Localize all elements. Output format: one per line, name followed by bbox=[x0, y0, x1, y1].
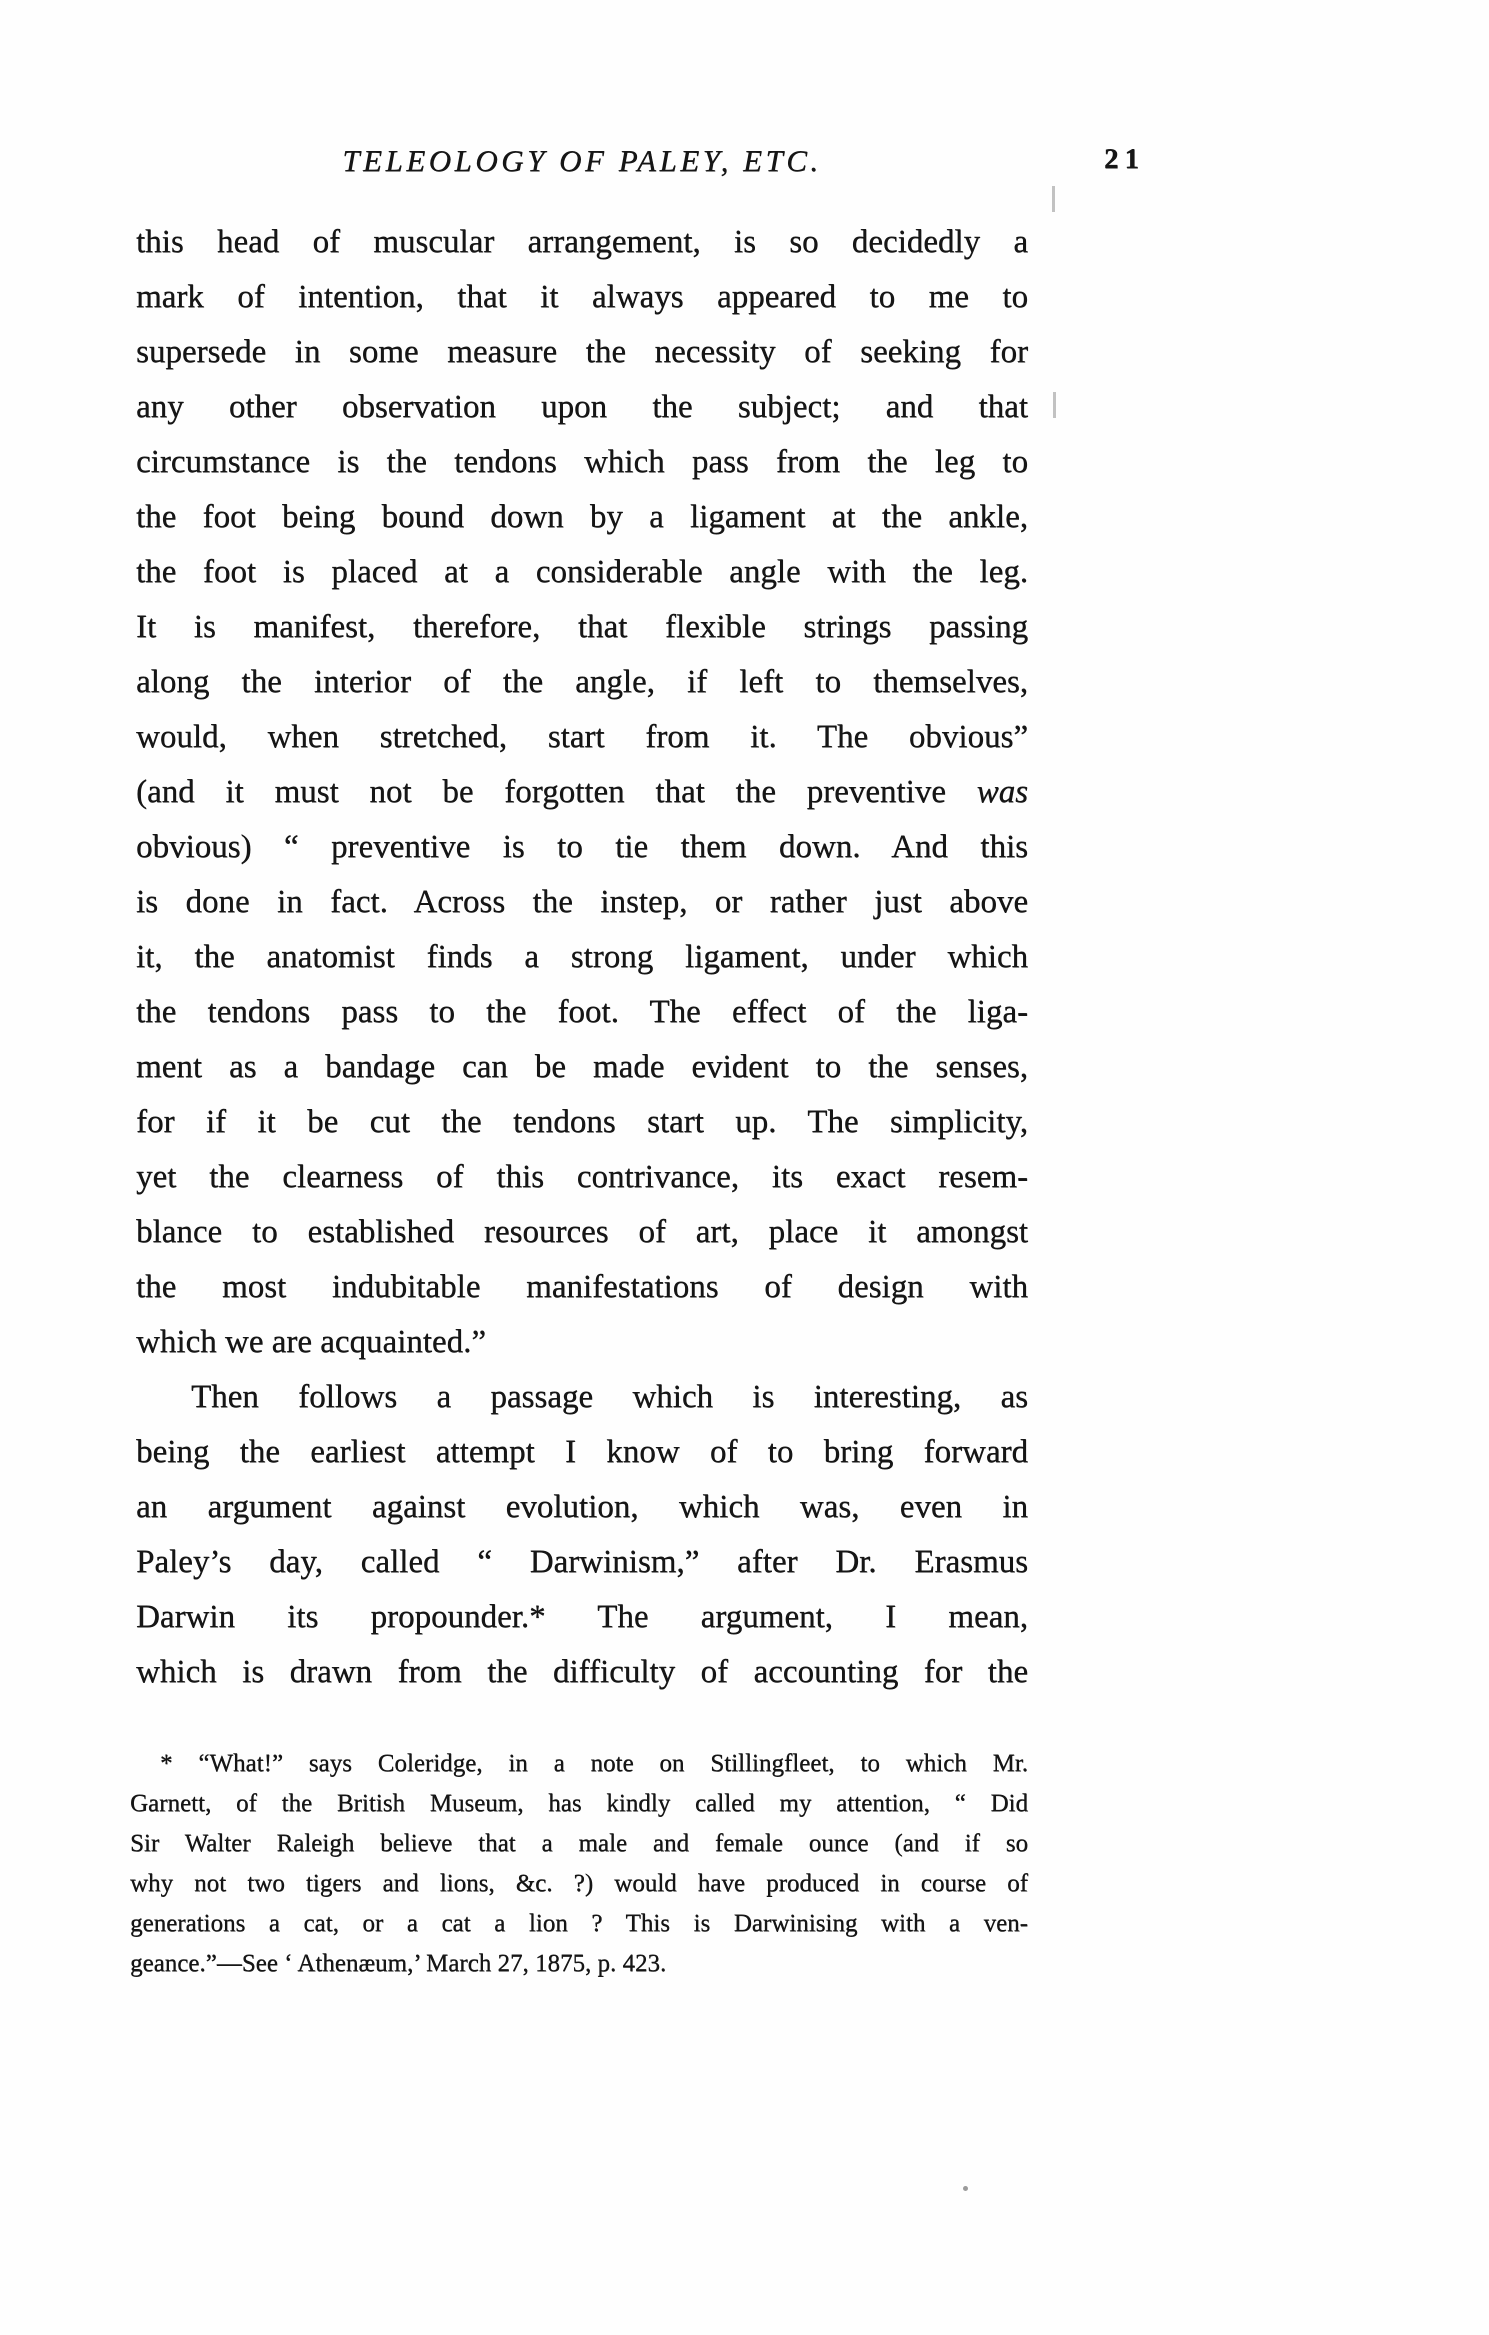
footnote-line: generations a cat, or a cat a lion ? This is Darwinising with a ven- bbox=[130, 1910, 1028, 1937]
body-text-line: an argument against evolution, which was, even in bbox=[136, 1489, 1028, 1525]
body-text-line: being the earliest attempt I know of to bring forward bbox=[136, 1434, 1028, 1470]
scan-artifact-dot bbox=[963, 2186, 968, 2191]
page-number: 21 bbox=[1104, 143, 1145, 175]
body-text-line: blance to established resources of art, place it amongst bbox=[136, 1214, 1028, 1250]
body-text-line: mark of intention, that it always appeared to me to bbox=[136, 279, 1028, 315]
footnote-line: * “What!” says Coleridge, in a note on Stillingfleet, to which Mr. bbox=[160, 1750, 1028, 1777]
body-text-line: would, when stretched, start from it. The obvious” bbox=[136, 719, 1028, 755]
running-header bbox=[136, 143, 1028, 179]
body-text-line: the tendons pass to the foot. The effect of the liga- bbox=[136, 994, 1028, 1030]
body-text-line: it, the anatomist finds a strong ligament, under which bbox=[136, 939, 1028, 975]
body-text-line: yet the clearness of this contrivance, its exact resem- bbox=[136, 1159, 1028, 1195]
body-text-line: is done in fact. Across the instep, or rather just above bbox=[136, 884, 1028, 920]
body-text-line: Paley’s day, called “ Darwinism,” after Dr. Erasmus bbox=[136, 1544, 1028, 1580]
body-text-line: which we are acquainted.” bbox=[136, 1324, 486, 1360]
body-text-line: Darwin its propounder.* The argument, I mean, bbox=[136, 1599, 1028, 1635]
body-text-line: the most indubitable manifestations of design with bbox=[136, 1269, 1028, 1305]
scan-artifact-mark bbox=[1053, 392, 1056, 418]
footnote-line: Sir Walter Raleigh believe that a male and female ounce (and if so bbox=[130, 1830, 1028, 1857]
body-text-line: circumstance is the tendons which pass from the leg to bbox=[136, 444, 1028, 480]
body-text-line: Then follows a passage which is interesting, as bbox=[191, 1379, 1028, 1415]
body-text-line: the foot being bound down by a ligament at the ankle, bbox=[136, 499, 1028, 535]
body-text-line: supersede in some measure the necessity of seeking for bbox=[136, 334, 1028, 370]
body-text-line: which is drawn from the difficulty of accounting for the bbox=[136, 1654, 1028, 1690]
body-text-line: this head of muscular arrangement, is so decidedly a bbox=[136, 224, 1028, 260]
scan-artifact-mark bbox=[1052, 186, 1055, 212]
page-title: TELEOLOGY OF PALEY, ETC. bbox=[342, 143, 822, 178]
body-text-line: obvious) “ preventive is to tie them down. And this bbox=[136, 829, 1028, 865]
body-text-line: It is manifest, therefore, that flexible strings passing bbox=[136, 609, 1028, 645]
body-text-line: along the interior of the angle, if left to themselves, bbox=[136, 664, 1028, 700]
body-text-line: (and it must not be forgotten that the preventive was bbox=[136, 774, 1028, 810]
footnote-line: geance.”—See ‘ Athenæum,’ March 27, 1875, p. 423. bbox=[130, 1950, 667, 1977]
body-text-line: the foot is placed at a considerable angle with the leg. bbox=[136, 554, 1028, 590]
footnote-line: Garnett, of the British Museum, has kindly called my attention, “ Did bbox=[130, 1790, 1028, 1817]
footnote-line: why not two tigers and lions, &c. ?) would have produced in course of bbox=[130, 1870, 1028, 1897]
body-text-line: any other observation upon the subject; and that bbox=[136, 389, 1028, 425]
body-text-line: for if it be cut the tendons start up. The simplicity, bbox=[136, 1104, 1028, 1140]
body-text-line: ment as a bandage can be made evident to the senses, bbox=[136, 1049, 1028, 1085]
body-text-block bbox=[136, 215, 1028, 1700]
footnote-block bbox=[130, 1744, 1028, 1984]
